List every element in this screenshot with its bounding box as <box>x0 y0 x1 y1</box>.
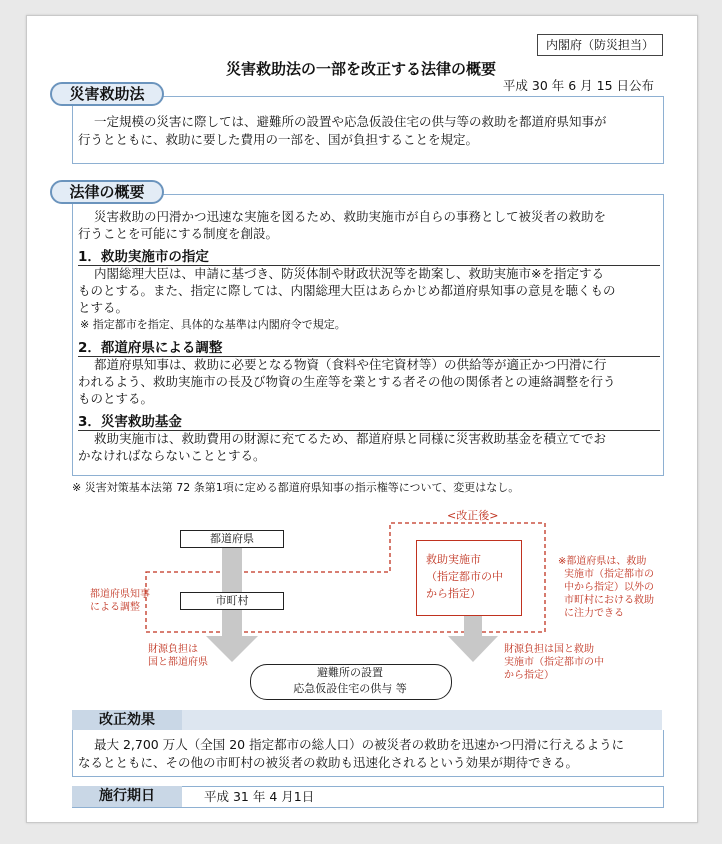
publication-date: 平成 30 年 6 月 15 日公布 <box>502 78 654 93</box>
enforcement-date: 平成 31 年 4 月1日 <box>204 789 315 804</box>
coordination-label-1: 都道府県知事 <box>90 589 150 600</box>
effect-line-1: 最大 2,700 万人（全国 20 指定都市の総人口）の被災者の救助を迅速かつ円滑に行えるように <box>94 737 625 752</box>
item1-line-3: とする。 <box>78 300 129 315</box>
item3-line-1: 救助実施市は、救助費用の財源に充てるため、都道府県と同様に災害救助基金を積立てでお <box>94 431 607 446</box>
item1-note: ※ 指定都市を指定、具体的な基準は内閣府令で規定。 <box>80 318 346 331</box>
item1-line-2: ものとする。また、指定に際しては、内閣総理大臣はあらかじめ都道府県知事の意見を聴くもの <box>78 283 616 298</box>
relief-city-line-2: （指定都市の中 <box>426 570 503 583</box>
section2-intro-1: 災害救助の円滑かつ迅速な実施を図るため、救助実施市が自らの事務として被災者の救助を <box>94 209 607 224</box>
item1-heading: 1．救助実施市の指定 <box>78 245 660 266</box>
section2-intro-2: 行うことを可能にする制度を創設。 <box>78 226 279 241</box>
effect-label: 改正効果 <box>72 710 182 730</box>
note-right-4: 市町村における救助 <box>564 595 654 606</box>
note-right-3: 中から指定）以外の <box>564 582 654 593</box>
item3-line-2: かなければならないこととする。 <box>78 448 266 463</box>
right-down-arrow <box>448 616 498 662</box>
effect-line-2: なるとともに、その他の市町村の被災者の救助も迅速化されるという効果が期待できる。 <box>78 755 579 770</box>
relief-city-line-1: 救助実施市 <box>426 553 481 566</box>
item2-line-3: ものとする。 <box>78 391 154 406</box>
agency-label: 内閣府（防災担当） <box>537 34 663 56</box>
document-title: 災害救助法の一部を改正する法律の概要 <box>225 60 496 78</box>
item2-line-2: われるよう、救助実施市の長及び物資の生産等を業とする者その他の関係者との連絡調整を行う <box>78 374 616 389</box>
shelter-line-1: 避難所の設置 <box>317 666 383 679</box>
section1-line-1: 一定規模の災害に際しては、避難所の設置や応急仮設住宅の供与等の救助を都道府県知事が <box>94 114 607 129</box>
cost-right-3: から指定） <box>504 670 554 681</box>
note-right-2: 実施市（指定都市の <box>564 569 654 580</box>
cost-right-1: 財源負担は国と救助 <box>504 644 594 655</box>
coordination-label-2: による調整 <box>90 602 140 613</box>
item2-heading: 2．都道府県による調整 <box>78 336 660 357</box>
section2-footnote: ※ 災害対策基本法第 72 条第1項に定める都道府県知事の指示権等について、変更はなし。 <box>72 481 520 494</box>
municipality-box: 市町村 <box>180 592 284 610</box>
item1-line-1: 内閣総理大臣は、申請に基づき、防災体制や財政状況等を勘案し、救助実施市※を指定する <box>94 266 604 281</box>
enforcement-label: 施行期日 <box>72 786 182 807</box>
section2-label: 法律の概要 <box>50 180 164 204</box>
item2-line-1: 都道府県知事は、救助に必要となる物資（食料や住宅資材等）の供給等が適正かつ円滑に行 <box>94 357 607 372</box>
after-revision-label: <改正後> <box>447 509 499 522</box>
note-right-1: ※都道府県は、救助 <box>558 556 647 567</box>
cost-right-2: 実施市（指定都市の中 <box>504 657 604 668</box>
note-right-5: に注力できる <box>564 608 624 619</box>
relief-city-line-3: から指定） <box>426 587 481 600</box>
cost-left-2: 国と都道府県 <box>148 657 208 668</box>
cost-left-1: 財源負担は <box>148 644 198 655</box>
prefecture-box: 都道府県 <box>180 530 284 548</box>
item3-heading: 3．災害救助基金 <box>78 410 660 431</box>
shelter-line-2: 応急仮設住宅の供与 等 <box>293 682 407 695</box>
section1-line-2: 行うとともに、救助に要した費用の一部を、国が負担することを規定。 <box>78 132 479 147</box>
section1-label: 災害救助法 <box>50 82 164 106</box>
